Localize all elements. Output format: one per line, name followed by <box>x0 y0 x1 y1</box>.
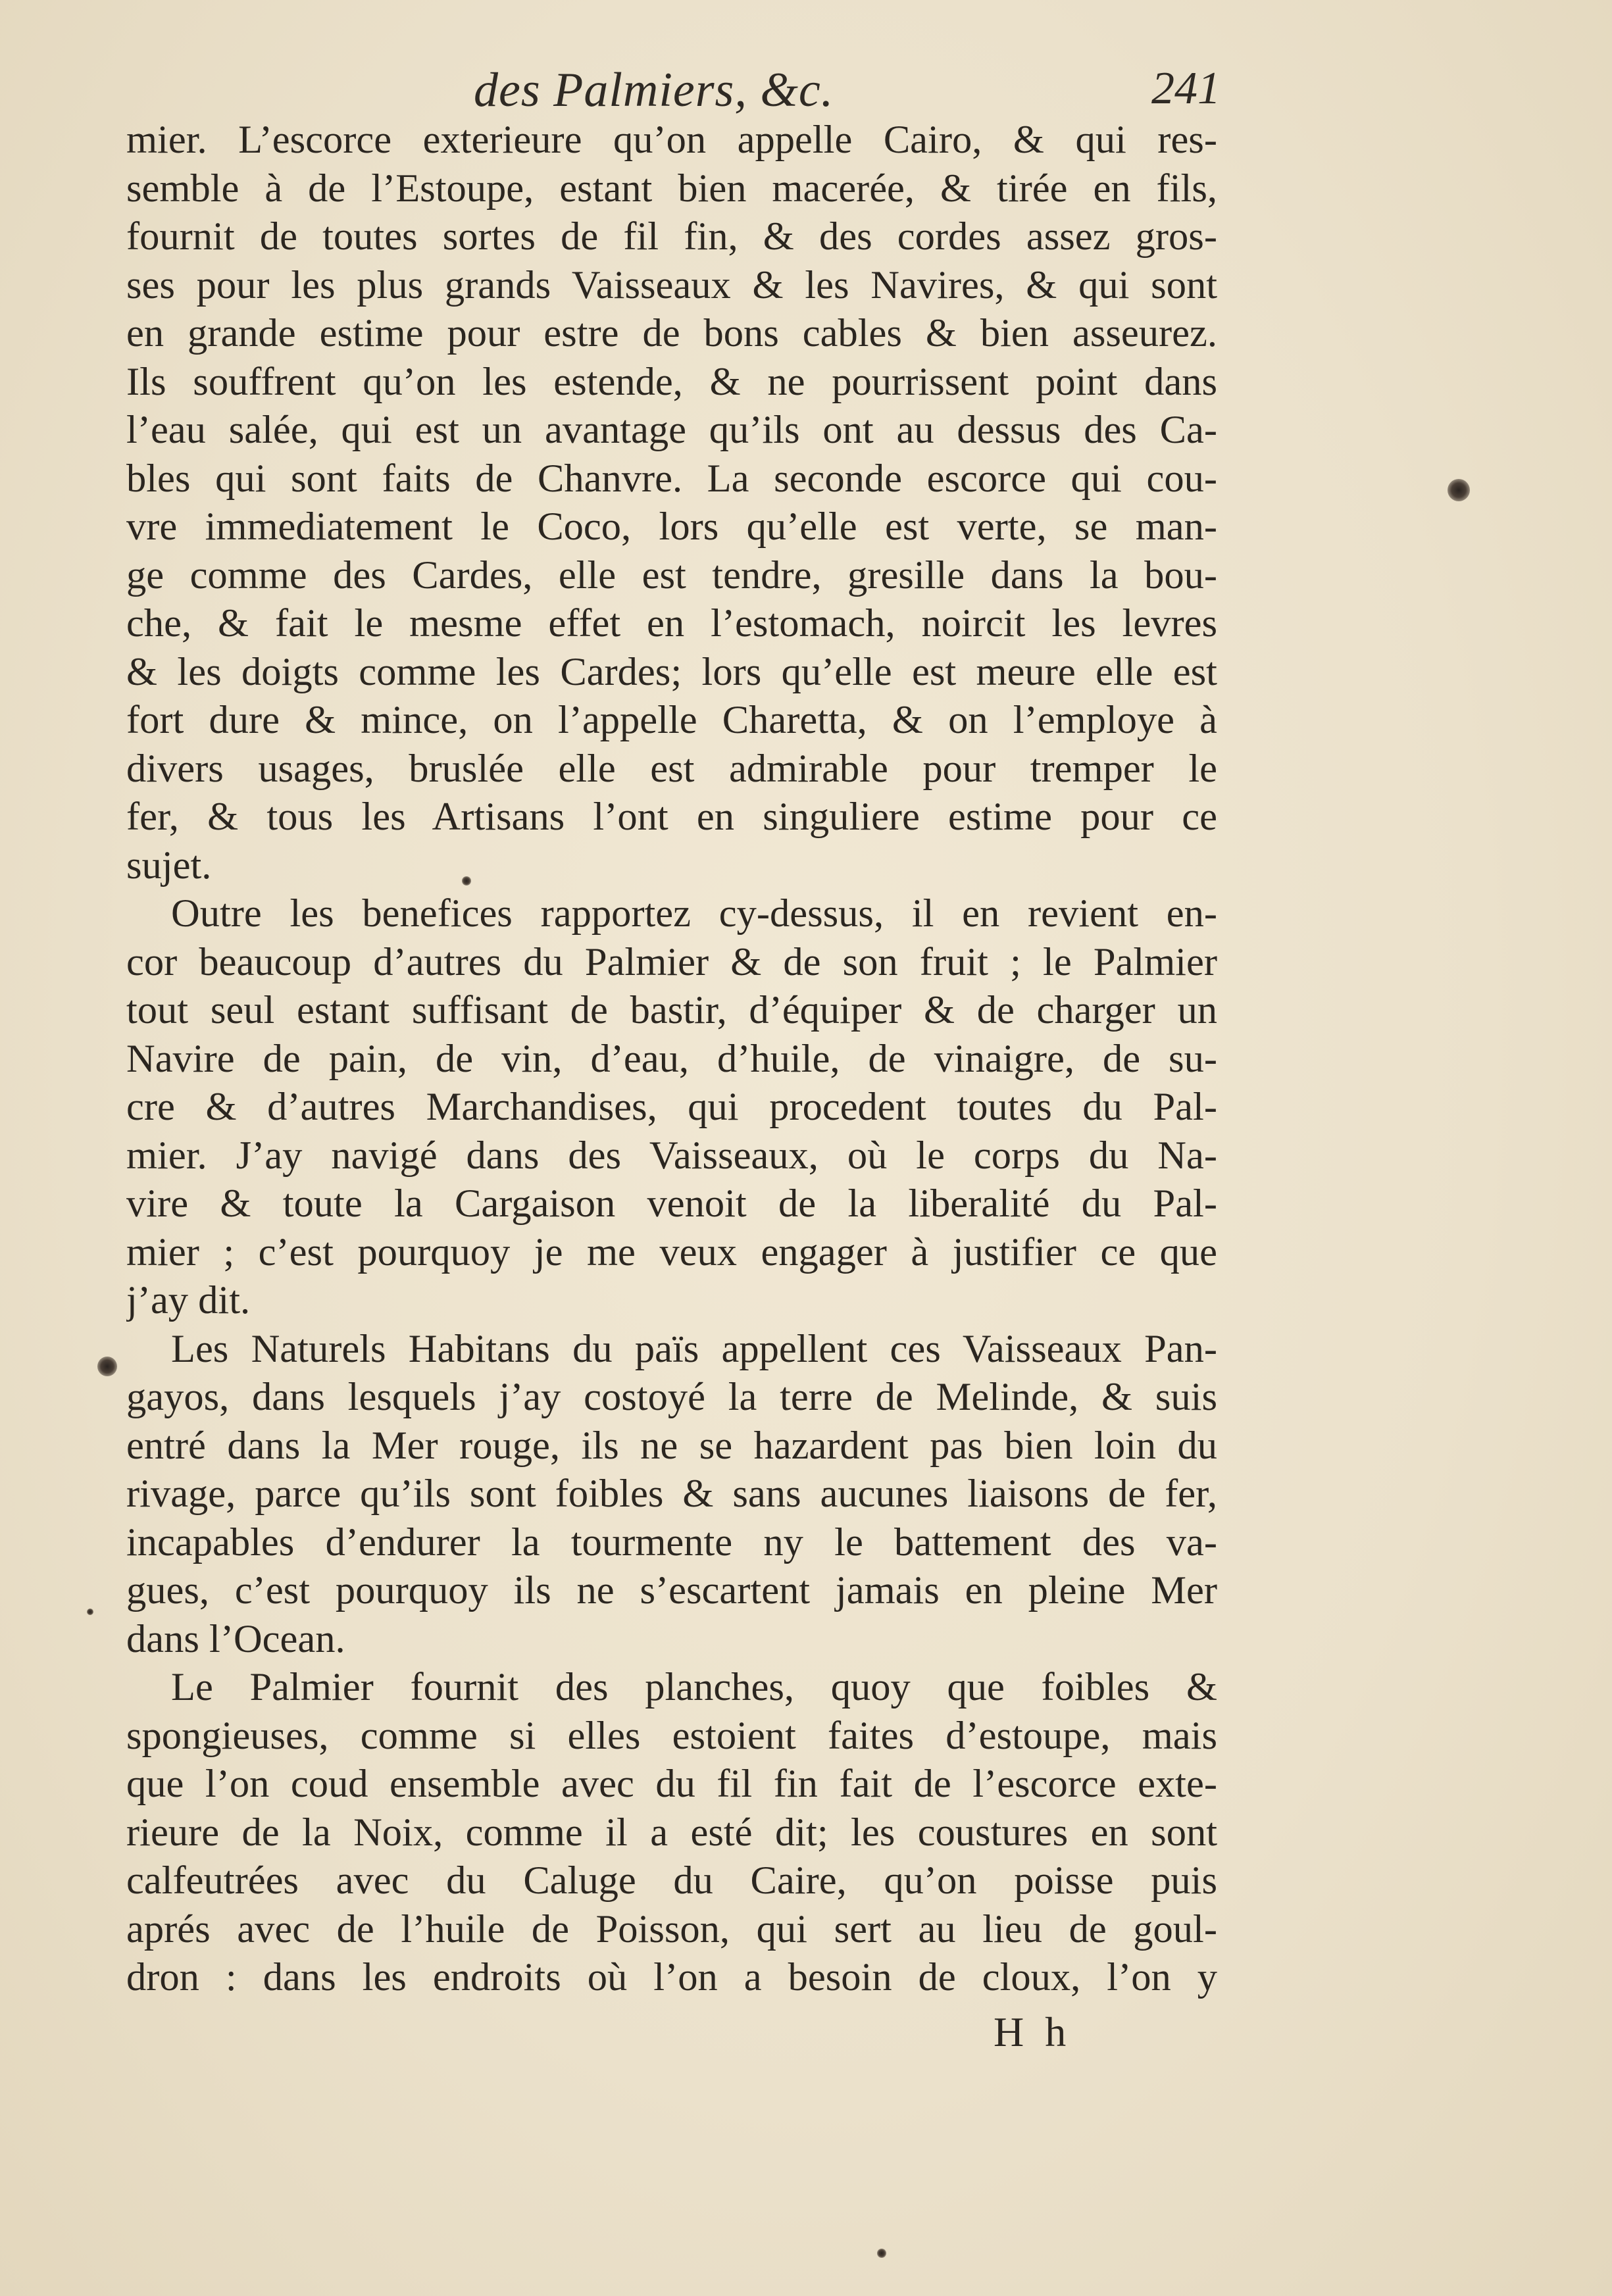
body-text <box>126 116 1217 2002</box>
text-line: cre & d’autres Marchandises, qui procedent toutes du Pal- <box>126 1085 1217 1129</box>
text-line: tout seul estant suffisant de bastir, d’équiper & de charger un <box>126 988 1217 1032</box>
ink-spot <box>462 876 471 886</box>
text-line: rieure de la Noix, comme il a esté dit; les coustures en sont <box>126 1810 1217 1855</box>
text-line: fournit de toutes sortes de fil fin, & des cordes assez gros- <box>126 214 1217 259</box>
text-line: ge comme des Cardes, elle est tendre, gresille dans la bou- <box>126 553 1217 597</box>
text-line: rivage, parce qu’ils sont foibles & sans aucunes liaisons de fer, <box>126 1472 1217 1516</box>
text-line: mier. J’ay navigé dans des Vaisseaux, où le corps du Na- <box>126 1133 1217 1178</box>
text-line: che, & fait le mesme effet en l’estomach, noircit les levres <box>126 601 1217 645</box>
ink-spot <box>97 1357 117 1376</box>
text-line: Outre les benefices rapportez cy-dessus, il en revient en- <box>171 891 1217 936</box>
text-line: calfeutrées avec du Caluge du Caire, qu’on poisse puis <box>126 1859 1217 1903</box>
ink-spot <box>877 2249 886 2258</box>
text-line: vire & toute la Cargaison venoit de la liberalité du Pal- <box>126 1182 1217 1226</box>
text-line: Navire de pain, de vin, d’eau, d’huile, de vinaigre, de su- <box>126 1036 1217 1081</box>
text-line: Le Palmier fournit des planches, quoy que foibles & <box>171 1665 1217 1709</box>
text-line: spongieuses, comme si elles estoient faites d’estoupe, mais <box>126 1713 1217 1758</box>
text-line: dron : dans les endroits où l’on a besoin de cloux, l’on y <box>126 1955 1217 1999</box>
text-line: semble à de l’Estoupe, estant bien macerée, & tirée en fils, <box>126 166 1217 211</box>
text-line: sujet. <box>126 843 212 887</box>
ink-spot <box>87 1609 93 1615</box>
text-line: incapables d’endurer la tourmente ny le battement des va- <box>126 1520 1217 1564</box>
text-line: Les Naturels Habitans du païs appellent ces Vaisseaux Pan- <box>171 1326 1217 1371</box>
text-line: & les doigts comme les Cardes; lors qu’elle est meure elle est <box>126 649 1217 694</box>
page-header <box>0 62 1612 122</box>
text-line: fort dure & mince, on l’appelle Charetta, & on l’employe à <box>126 698 1217 742</box>
text-line: divers usages, bruslée elle est admirable pour tremper le <box>126 746 1217 791</box>
text-line: entré dans la Mer rouge, ils ne se hazardent pas bien loin du <box>126 1423 1217 1468</box>
page-number: 241 <box>1151 63 1221 114</box>
text-line: en grande estime pour estre de bons cables & bien asseurez. <box>126 311 1217 355</box>
text-line: gues, c’est pourquoy ils ne s’escartent jamais en pleine Mer <box>126 1568 1217 1612</box>
text-line: ses pour les plus grands Vaisseaux & les Navires, & qui sont <box>126 262 1217 307</box>
ink-spot <box>1448 479 1470 501</box>
text-line: cor beaucoup d’autres du Palmier & de son fruit ; le Palmier <box>126 939 1217 984</box>
text-line: mier. L’escorce exterieure qu’on appelle Cairo, & qui res- <box>126 118 1217 162</box>
text-line: aprés avec de l’huile de Poisson, qui sert au lieu de goul- <box>126 1907 1217 1951</box>
text-line: que l’on coud ensemble avec du fil fin fait de l’escorce exte- <box>126 1762 1217 1806</box>
text-line: bles qui sont faits de Chanvre. La seconde escorce qui cou- <box>126 456 1217 501</box>
text-line: l’eau salée, qui est un avantage qu’ils ont au dessus des Ca- <box>126 408 1217 452</box>
text-line: dans l’Ocean. <box>126 1616 345 1661</box>
text-line: fer, & tous les Artisans l’ont en singuliere estime pour ce <box>126 795 1217 839</box>
text-line: vre immediatement le Coco, lors qu’elle est verte, se man- <box>126 505 1217 549</box>
text-line: Ils souffrent qu’on les estende, & ne pourrissent point dans <box>126 359 1217 404</box>
signature-mark: H h <box>994 2009 1072 2055</box>
text-line: gayos, dans lesquels j’ay costoyé la terre de Melinde, & suis <box>126 1375 1217 1419</box>
text-line: j’ay dit. <box>126 1278 251 1322</box>
text-line: mier ; c’est pourquoy je me veux engager à justifier ce que <box>126 1230 1217 1274</box>
running-title: des Palmiers, &c. <box>474 63 834 117</box>
